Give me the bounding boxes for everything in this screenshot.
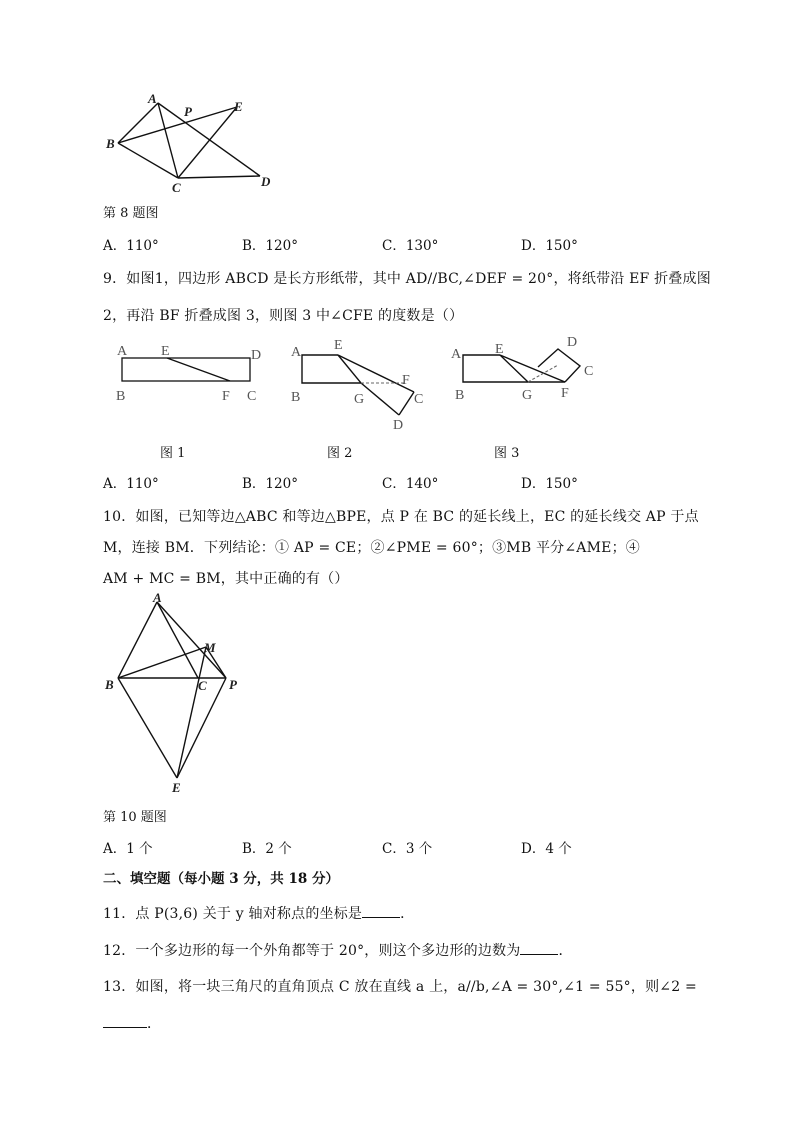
- q9-option-a: A．110°: [103, 476, 159, 492]
- q11-answer-blank[interactable]: [362, 905, 400, 918]
- q9-fig3-label-a: A: [451, 347, 462, 362]
- q9-fig1-label-a: A: [117, 344, 128, 359]
- q10-segment-be: [118, 678, 177, 778]
- q9-text-line1: 9．如图1，四边形 ABCD 是长方形纸带，其中 AD//BC,∠DEF = 20°，将纸带沿 EF 折叠成图: [103, 271, 711, 287]
- q12-end: ．: [558, 943, 573, 959]
- q10-text-line1: 10．如图，已知等边△ABC 和等边△BPE，点 P 在 BC 的延长线上，EC 的延长线交 AP 于点: [103, 509, 699, 525]
- q9-fig2-label-a: A: [291, 345, 302, 360]
- q9-fig3-label-f: F: [561, 386, 569, 401]
- q8-segment-ac: [158, 103, 178, 178]
- q9-option-b: B．120°: [242, 476, 298, 492]
- q9-fig2-fold-ef: [338, 355, 361, 383]
- q9-fig3-label-d: D: [567, 335, 578, 350]
- q9-fig2-label-g: G: [354, 392, 365, 407]
- q9-figure-3: [448, 330, 608, 410]
- q9-fig3-line-ef: [500, 355, 565, 382]
- q9-figure-1: [112, 340, 272, 410]
- q9-fig2-caption: 图 2: [327, 446, 353, 461]
- q9-fig2-strip: [302, 355, 361, 383]
- q8-segment-ad: [158, 103, 260, 176]
- q10-option-c: C．3 个: [382, 841, 433, 857]
- q9-option-d: D．150°: [521, 476, 578, 492]
- q13-line2: [103, 1013, 161, 1033]
- q8-option-b: B．120°: [242, 238, 298, 254]
- q9-fig1-label-e: E: [161, 344, 170, 359]
- q13-answer-blank[interactable]: [103, 1015, 147, 1028]
- q8-label-e: E: [234, 99, 243, 114]
- q8-segment-cd: [178, 176, 260, 178]
- q10-figure: [100, 590, 260, 800]
- q10-text-line3: AM + MC = BM，其中正确的有（）: [103, 571, 349, 587]
- q8-label-c: C: [172, 180, 181, 195]
- q9-fig1-label-f: F: [222, 389, 230, 404]
- q9-fig2-flap-bottom: [361, 383, 399, 415]
- q10-label-e: E: [172, 780, 181, 795]
- q9-fig3-dashed: [528, 365, 558, 382]
- q9-text-line2: 2，再沿 BF 折叠成图 3，则图 3 中∠CFE 的度数是（）: [103, 308, 464, 324]
- q9-fig1-strip: [122, 358, 250, 381]
- q10-label-p: P: [229, 677, 237, 692]
- q9-fig3-label-b: B: [455, 388, 465, 403]
- q13-text-line1: 13．如图，将一块三角尺的直角顶点 C 放在直线 a 上，a//b,∠A = 30°,∠1 = 55°，则∠2 =: [103, 979, 697, 995]
- q10-caption: 第 10 题图: [103, 810, 167, 825]
- q9-fig1-caption: 图 1: [160, 446, 186, 461]
- q9-fig2-label-f: F: [402, 373, 410, 388]
- q9-fig3-label-e: E: [495, 342, 504, 357]
- q9-fig2-label-d: D: [393, 418, 404, 433]
- q8-option-c: C．130°: [382, 238, 439, 254]
- q10-option-b: B．2 个: [242, 841, 292, 857]
- q9-fig3-caption: 图 3: [494, 446, 520, 461]
- q8-label-p: P: [184, 104, 192, 119]
- q10-label-m: M: [204, 640, 216, 655]
- q9-fig1-fold-line: [167, 358, 230, 381]
- q9-fig2-label-b: B: [291, 390, 301, 405]
- q10-option-d: D．4 个: [521, 841, 572, 857]
- q11-text: 11．点 P(3,6) 关于 y 轴对称点的坐标是: [103, 906, 363, 922]
- q9-fig3-label-c: C: [584, 364, 594, 379]
- q10-option-a: A．1 个: [103, 841, 153, 857]
- q11-end: ．: [400, 906, 415, 922]
- q12: [103, 940, 573, 960]
- q10-label-c: C: [198, 678, 207, 693]
- q12-answer-blank[interactable]: [520, 942, 558, 955]
- q12-text: 12．一个多边形的每一个外角都等于 20°，则这个多边形的边数为: [103, 943, 521, 959]
- q8-caption: 第 8 题图: [103, 206, 159, 221]
- q13-end: ．: [147, 1016, 162, 1032]
- q9-option-c: C．140°: [382, 476, 439, 492]
- q8-figure: [100, 88, 290, 198]
- q9-fig3-folded-part: [538, 349, 580, 382]
- q8-segment-bc: [118, 143, 178, 178]
- q10-text-line2: M，连接 BM．下列结论：① AP = CE；②∠PME = 60°；③MB 平分∠AME；④: [103, 540, 640, 556]
- section-2-title: 二、填空题（每小题 3 分，共 18 分）: [103, 871, 339, 887]
- q9-fig1-label-b: B: [116, 389, 126, 404]
- q9-fig1-label-c: C: [247, 389, 257, 404]
- q9-fig2-label-c: C: [414, 392, 424, 407]
- q8-label-d: D: [261, 174, 271, 189]
- q10-segment-pe: [177, 678, 226, 778]
- q9-fig1-label-d: D: [251, 348, 262, 363]
- q8-label-a: A: [148, 91, 157, 106]
- q9-figure-2: [286, 335, 436, 435]
- q9-fig2-flap-end: [399, 392, 414, 415]
- q8-option-d: D．150°: [521, 238, 578, 254]
- q8-label-b: B: [106, 136, 115, 151]
- q11: [103, 903, 414, 923]
- q8-option-a: A．110°: [103, 238, 159, 254]
- q9-fig3-fold-eg: [500, 355, 528, 382]
- q9-fig3-label-g: G: [522, 388, 533, 403]
- q10-label-a: A: [153, 590, 162, 605]
- q10-label-b: B: [105, 677, 114, 692]
- q9-fig2-label-e: E: [334, 338, 343, 353]
